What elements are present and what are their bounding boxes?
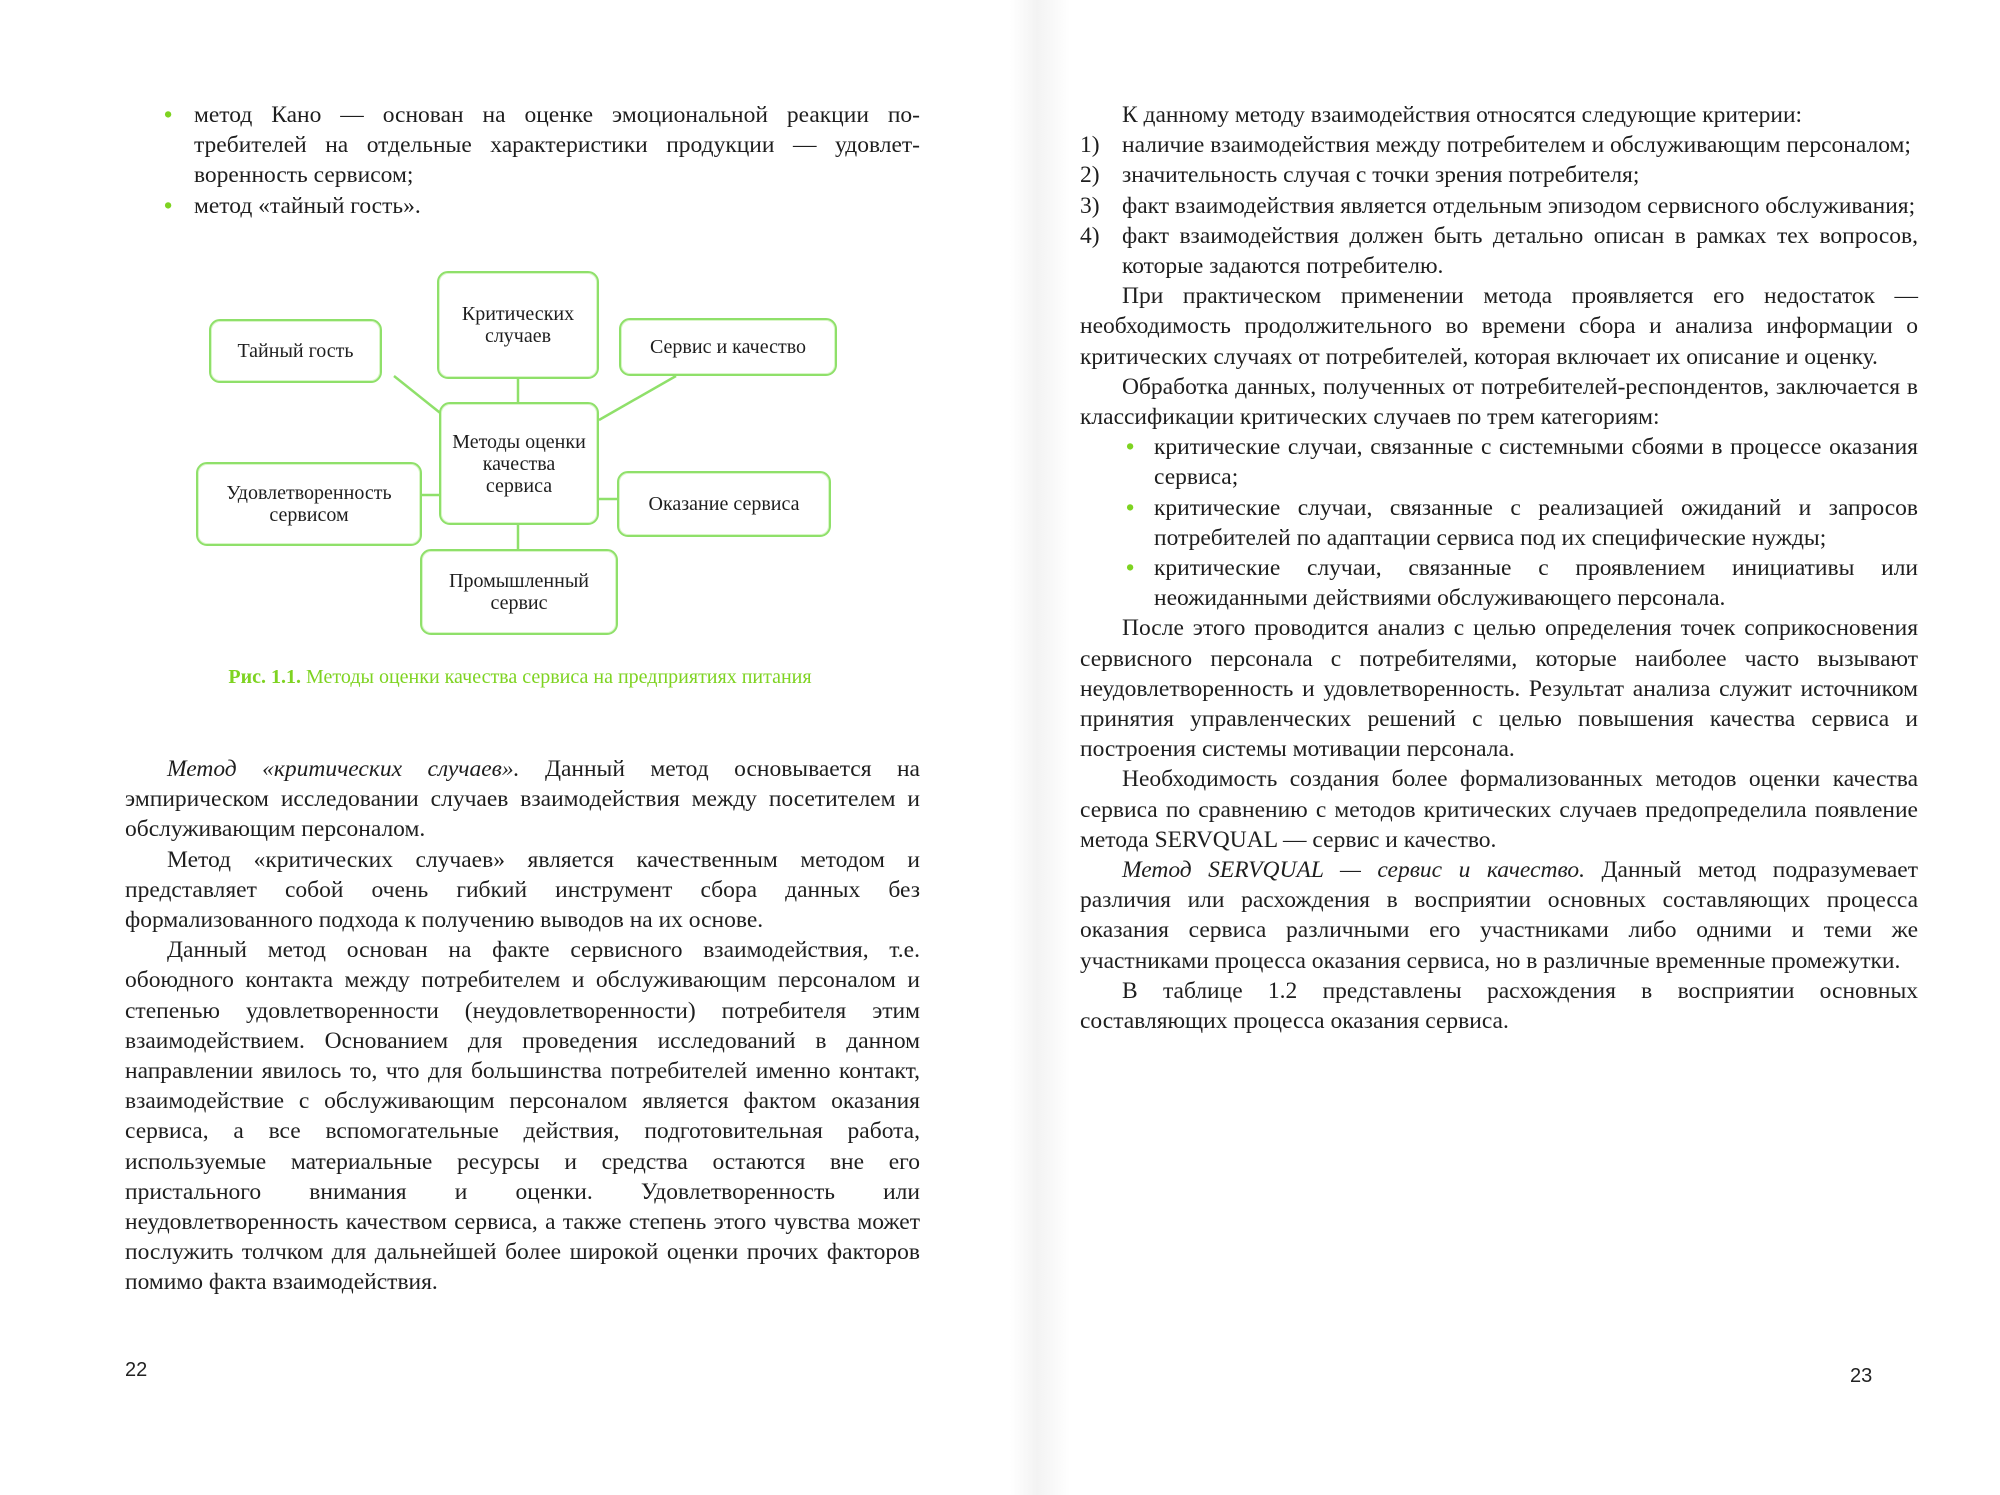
- criteria-number: 1): [1080, 132, 1100, 159]
- criteria-text: факт взаимодействия должен быть детально описан в рамках тех вопросов, которые задаются потребителю.: [1122, 222, 1918, 280]
- category-item: [1120, 432, 1918, 492]
- criteria-item: [1080, 130, 1918, 160]
- processing-paragraph: Обработка данных, полученных от потребителей-респондентов, заключается в классификации критических случаев по трем категориям:: [1080, 373, 1918, 431]
- drawback-paragraph: При практическом применении метода проявляется его недостаток — необходимость продолжительного во времени сбора и анализа информации о критических случаях от потребителей, которая включает их описание и оценку.: [1080, 283, 1918, 370]
- criteria-number: 2): [1080, 162, 1100, 189]
- node-label: Удовлетворенность сервисом: [226, 482, 392, 526]
- bullet-text: метод Кано — основан на оценке эмоциональной реакции потребителей на отдельные характеристики продукции — удовлетворенность сервисом;: [194, 102, 920, 189]
- node-satisfaction: [196, 462, 422, 546]
- criteria-text: факт взаимодействия является отдельным эпизодом сервисного обслуживания;: [1122, 192, 1916, 219]
- method-critical-cases-paragraph: [125, 754, 920, 845]
- body-paragraph: Данный метод основан на факте сервисного взаимодействия, т.е. обоюдного контакта между потребителем и обслуживающим персоналом и степенью удовлетворенности (неудовлетворенности) потребителя этим взаимодействием. Основанием для проведения исследований в данном направлении явилось то, что для большинства потребителей именно контакт, взаимодействие с обслуживающим персоналом является фактом оказания сервиса, а все вспомогательные действия, подготовительная работа, используемые материальные ресурсы и средства остаются вне его пристального внимания и оценки. Удовлетворенность или неудовлетворенность качеством сервиса, а также степень этого чувства может послужить толчком для дальнейшей более широкой оценки прочих факторов помимо факта взаимодействия.: [125, 937, 920, 1296]
- criteria-item: [1080, 191, 1918, 221]
- bullet-icon: •: [1126, 555, 1135, 582]
- methods-diagram: [190, 268, 850, 638]
- criteria-intro: К данному методу взаимодействия относятся следующие критерии:: [1122, 102, 1803, 128]
- method-intro: Данный метод основывается на эмпирическом исследовании случаев взаимодействия между посетителем и обслуживающим персоналом.: [125, 756, 920, 843]
- method-heading: Метод «критических случаев».: [167, 756, 520, 782]
- criteria-list: [1080, 130, 1918, 281]
- category-text: критические случаи, связанные с системными сбоями в процессе оказания сервиса;: [1154, 434, 1918, 491]
- caption-text: Методы оценки качества сервиса на предприятиях питания: [306, 666, 812, 688]
- bullet-item: [160, 100, 920, 191]
- table-reference-paragraph: В таблице 1.2 представлены расхождения в восприятии основных составляющих процесса оказания сервиса.: [1080, 977, 1918, 1035]
- criteria-text: значительность случая с точки зрения потребителя;: [1122, 162, 1640, 189]
- node-critical-cases: [437, 271, 599, 379]
- servqual-heading: Метод SERVQUAL — сервис и качество.: [1122, 857, 1585, 884]
- right-page: [1040, 0, 2000, 1495]
- bullet-icon: •: [164, 102, 173, 128]
- node-label: Промышленный сервис: [449, 570, 589, 614]
- bullet-icon: •: [1126, 494, 1135, 521]
- node-label: Оказание сервиса: [648, 493, 800, 515]
- category-item: [1120, 493, 1918, 553]
- intro-bullet-list: [160, 100, 920, 221]
- bullet-icon: •: [1126, 434, 1135, 461]
- categories-list: [1120, 432, 1918, 613]
- servqual-text: Данный метод подразумевает различия или расхождения в восприятии основных составляющих процесса оказания сервиса различными его участниками либо одними и теми же участниками процесса оказания сервиса, но в различные временные промежутки.: [1080, 857, 1919, 974]
- left-body-text: [125, 754, 920, 1298]
- node-center-methods: [439, 402, 599, 525]
- necessity-paragraph: Необходимость создания более формализованных методов оценки качества сервиса по сравнению с методов критических случаев предопределила появление метода SERVQUAL — сервис и качество.: [1080, 766, 1918, 853]
- analysis-paragraph: После этого проводится анализ с целью определения точек соприкосновения сервисного персонала с потребителями, которые наиболее часто вызывают неудовлетворенность и удовлетворенность. Результат анализа служит источником принятия управленческих решений с целью повышения качества сервиса и построения системы мотивации персонала.: [1080, 615, 1918, 763]
- node-label: Методы оценки качества сервиса: [452, 430, 586, 497]
- bullet-item: [160, 191, 920, 221]
- node-mystery-guest: [209, 319, 382, 383]
- criteria-item: [1080, 160, 1918, 190]
- right-body-text: [1080, 100, 1918, 1036]
- page-number-right: 23: [1850, 1365, 1873, 1387]
- node-service-delivery: [617, 471, 831, 537]
- page-number-left: 22: [125, 1359, 148, 1381]
- left-intro-block: [160, 100, 920, 221]
- servqual-paragraph: [1080, 855, 1918, 976]
- criteria-number: 3): [1080, 192, 1100, 219]
- caption-label: Рис. 1.1.: [228, 666, 302, 688]
- node-service-and-quality: [619, 318, 837, 376]
- category-item: [1120, 553, 1918, 613]
- figure-caption: [190, 664, 850, 691]
- category-text: критические случаи, связанные с проявлением инициативы или неожиданными действиями обслуживающего персонала.: [1154, 555, 1918, 612]
- criteria-text: наличие взаимодействия между потребителем и обслуживающим персоналом;: [1122, 132, 1911, 159]
- bullet-text: метод «тайный гость».: [194, 192, 421, 219]
- criteria-number: 4): [1080, 222, 1100, 249]
- node-label: Сервис и качество: [649, 336, 807, 358]
- node-label: Критических случаев: [461, 303, 575, 347]
- node-label: Тайный гость: [237, 340, 354, 362]
- node-industrial-service: [420, 549, 618, 635]
- connector-top-right: [599, 376, 676, 420]
- bullet-icon: •: [164, 192, 173, 219]
- criteria-item: [1080, 221, 1918, 281]
- category-text: критические случаи, связанные с реализацией ожиданий и запросов потребителей по адаптации сервиса под их специфические нужды;: [1154, 494, 1918, 551]
- body-paragraph: Метод «критических случаев» является качественным методом и представляет собой очень гибкий инструмент сбора данных без формализованного подхода к получению выводов на их основе.: [125, 846, 920, 934]
